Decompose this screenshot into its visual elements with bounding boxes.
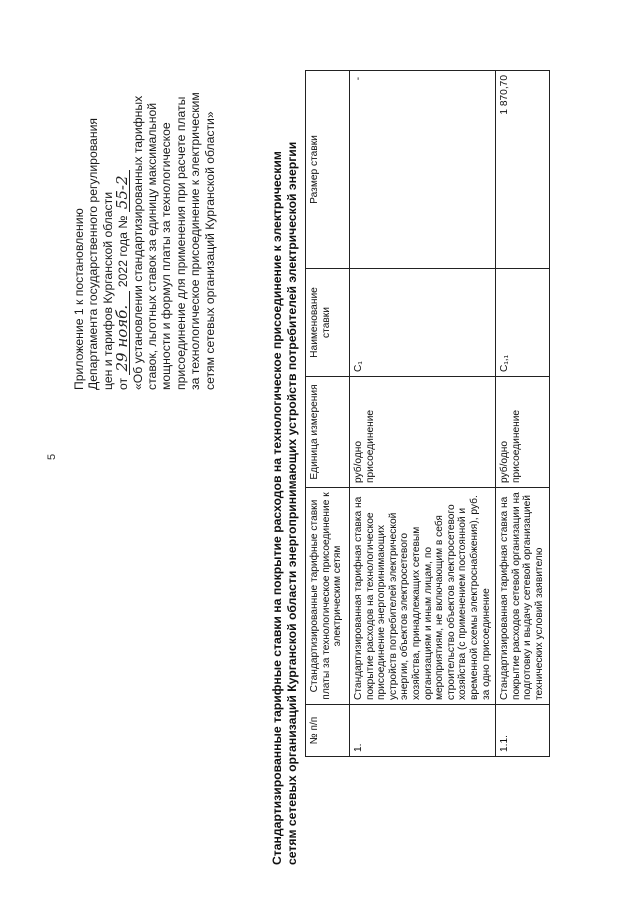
handwritten-date: 29 нояб. [115,291,130,375]
table-row [496,71,549,757]
title-line-1: Стандартизированные тарифные ставки на покрытие расходов на технологическое присоединение к электрическим [270,151,284,865]
table-row [350,71,496,757]
appendix-line-1: Приложение 1 к постановлению [72,208,86,390]
appendix-line-8: присоединение для применения при расчете платы [173,96,188,390]
document-title [270,5,300,865]
header-number: № п/п [306,705,350,757]
year-text: 2022 года № [116,215,131,288]
appendix-header [72,30,217,390]
cell-number: 1. [350,705,496,757]
title-line-2: сетям сетевых организаций Курганской области энергопринимающих устройств потребителей электрической энергии [285,141,299,865]
cell-rate-value [350,71,496,269]
cell-number: 1.1. [496,705,549,757]
cell-rate-name: C₁,₁ [496,269,549,377]
appendix-line-7: мощности и формул платы за технологическое [159,122,174,390]
handwritten-number: 55-2 [115,170,130,212]
appendix-line-2: Департамента государственного регулирования [86,118,101,390]
cell-rate-value: 1 870,70 [496,71,549,269]
header-rate-name: Наименование ставки [306,269,350,377]
cell-name: Стандартизированная тарифная ставка на покрытие расходов сетевой организации на подготовку и выдачу сетевой организацией технических условий заявителю [496,488,549,705]
appendix-line-9: за технологическое присоединение к электрическим [188,92,203,390]
date-prefix: от [116,377,131,390]
appendix-line-6: ставок, льготных ставок за единицу максимальной [145,102,160,390]
cell-name: Стандартизированная тарифная ставка на покрытие расходов на технологическое присоединение энергопринимающих устройств потребителей электрической энергии, объектов электросетевого хозяйства, принадлежащих сетевым организациям и иным лицам, по мероприятиям, не включающим в себя строительство объектов электросетевого хозяйства (с применением постоянной и временной схемы электроснабжения), руб. за одно присоединение [350,488,496,705]
appendix-line-5: «Об установлении стандартизированных тарифных [130,95,145,390]
appendix-date-line [115,30,130,390]
header-rate-value: Размер ставки [306,71,350,269]
header-unit: Единица измерения [306,377,350,488]
header-name: Стандартизированные тарифные ставки платы за технологическое присоединение к электрическим сетям [306,488,350,705]
rate-value-text: - [353,77,364,81]
appendix-line-3: цен и тарифов Курганской области [100,191,115,390]
cell-rate-name: C₁ [350,269,496,377]
appendix-line-10: сетям сетевых организаций Курганской области» [202,111,217,390]
page-number: 5 [46,453,58,460]
rates-table [305,70,550,757]
cell-unit: руб/одно присоединение [350,377,496,488]
cell-unit: руб/одно присоединение [496,377,549,488]
table-header-row [306,71,350,757]
